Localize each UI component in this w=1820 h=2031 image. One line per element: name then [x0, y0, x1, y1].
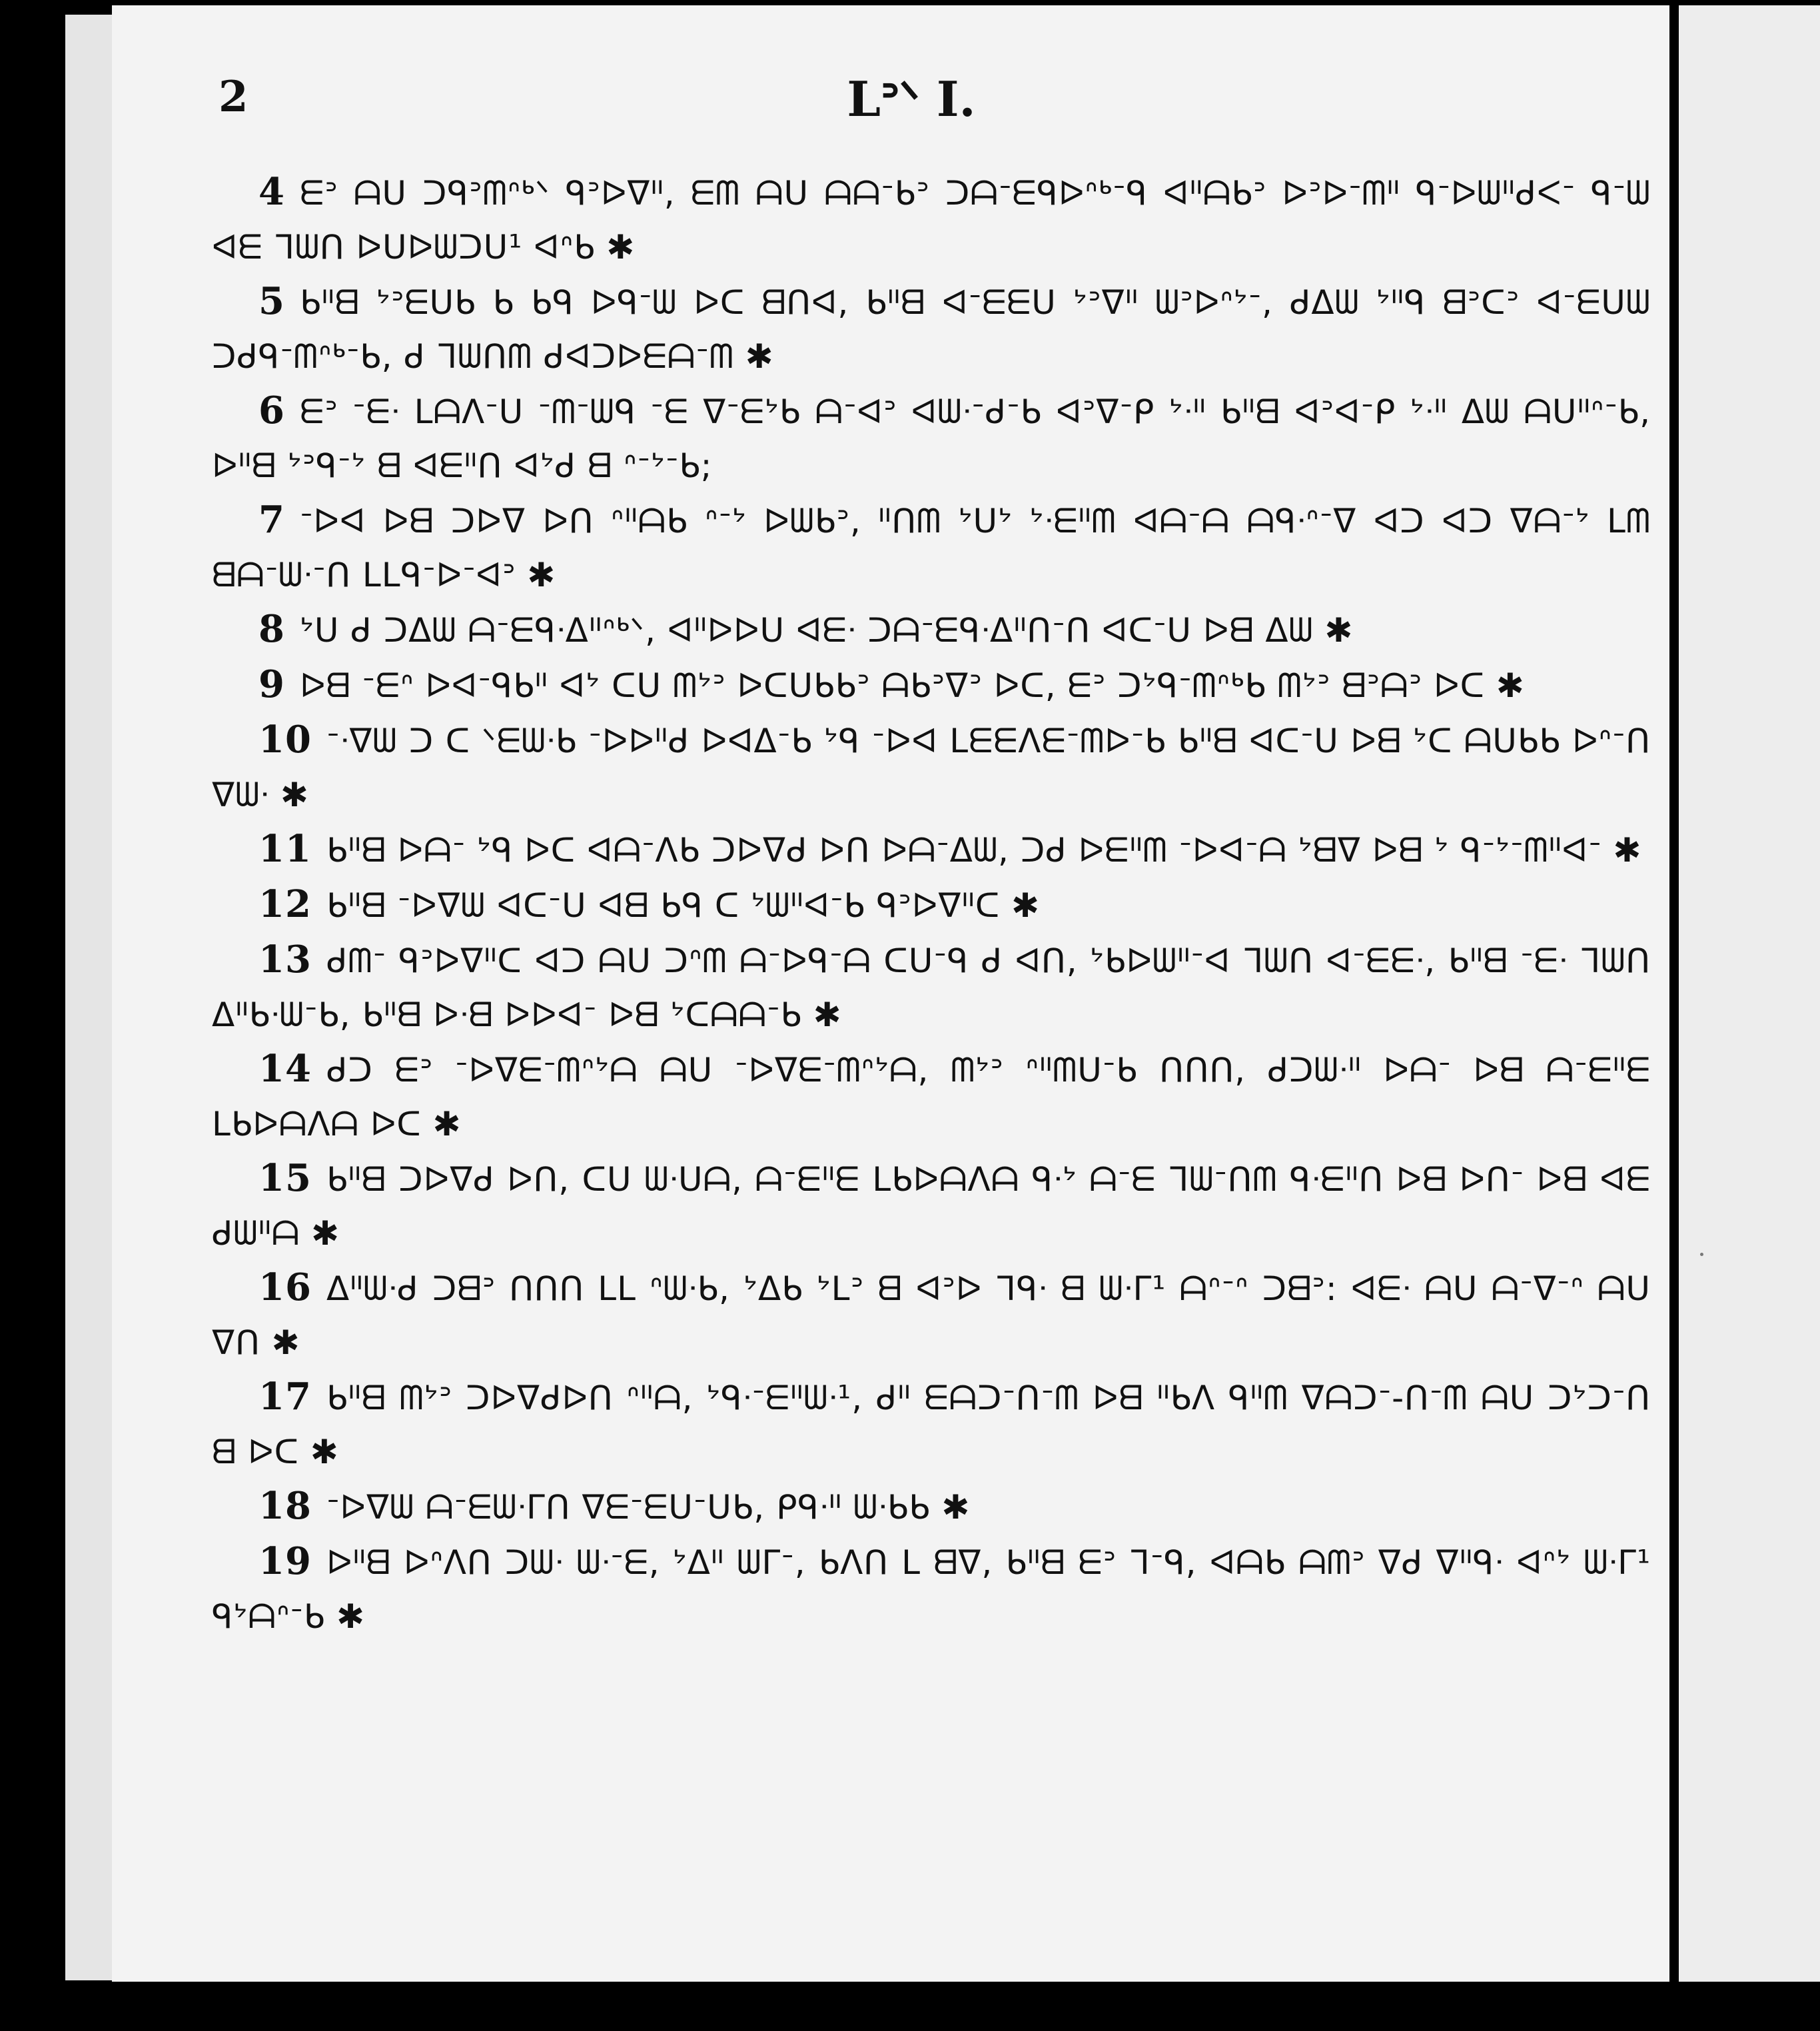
verse-number: 10	[258, 718, 312, 762]
verse-text: ᑲᐦᗺ ᐅᗩᐨ ᔾᑫ ᐅᑕ ᐊᗩᐨᐱᑲ ᑐᐅᐁᑯ ᐅᑎ ᐅᗩᐨᐃᗯ, ᑐᑯ ᐅᗴᐦᗰ ᐨᐅᐊᐨᗩ ᔾᗺᐁ ᐅᗺ ᔾ ᑫᐨᔾᐨᗰᐦᐊᐨ ✱	[326, 831, 1642, 870]
verse-text: ᐃᐦᗯᐧᑯ ᑐᗺᐣ ᑎᑎᑎ ᒪᒪ ᐢᗯᐧᑲ, ᔾᐃᑲ ᔾᒪᐣ ᗺ ᐊᐣᐅ ᒣᑫᐧ ᗺ ᗯᐧᒥ¹ ᗩᐢᐨᐢ ᑐᗺᐣ: ᐊᗴᐧ ᗩᑌ ᗩᐨᐁᐨᐢ ᗩᑌ ᐁᑎ ✱	[212, 1269, 1651, 1362]
verse-text: ᐨᐅᐁᗯ ᗩᐨᗴᗯᐧᒥᑎ ᐁᗴᐨᗴᑌᐨᑌᑲ, ᑭᑫᐧᐦ ᗯᐧᑲᑲ ✱	[326, 1488, 971, 1527]
verse-number: 8	[258, 607, 285, 651]
verse-number: 4	[258, 170, 285, 214]
verse-text: ᑲᐦᗺ ᑐᐅᐁᑯ ᐅᑎ, ᑕᑌ ᗯᐧᑌᗩ, ᗩᐨᗴᐦᗴ ᒪᑲᐅᗩᐱᗩ ᑫᐧᔾ ᗩᐨᗴ ᒣᗯᐨᑎᗰ ᑫᐧᗴᐦᑎ ᐅᗺ ᐅᑎᐨ ᐅᗺ ᐊᗴ ᑯᗯᐦᗩ ✱	[212, 1160, 1651, 1253]
verse	[212, 658, 1651, 713]
verse-number: 6	[258, 388, 285, 432]
verse	[212, 1261, 1651, 1370]
page-number: 2	[219, 72, 248, 122]
verse-number: 9	[258, 662, 285, 706]
verse-text: ᐨᐅᐊ ᐅᗺ ᑐᐅᐁ ᐅᑎ ᐢᐦᗩᑲ ᐢᐨᔾ ᐅᗯᑲᐣ, ᐦᑎᗰ ᔾᑌᔾ ᔾᐧᗴᐦᗰ ᐊᗩᐨᗩ ᗩᑫᐧᐢᐨᐁ ᐊᑐ ᐊᑐ ᐁᗩᐨᔾ ᒪᗰ ᗺᗩᐨᗯᐧᐨᑎ ᒪᒪᑫᐨᐅᐨᐊᐣ ✱	[212, 502, 1651, 594]
verse-number: 19	[258, 1539, 312, 1583]
verse	[212, 1370, 1651, 1479]
verse-number: 15	[258, 1156, 312, 1200]
verse-number: 11	[258, 827, 312, 871]
verse-text: ᑯᑐ ᗴᐣ ᐨᐅᐁᗴᐨᗰᐢᔾᗩ ᗩᑌ ᐨᐅᐁᗴᐨᗰᐢᔾᗩ, ᗰᔾᐣ ᐢᐦᗰᑌᐨᑲ ᑎᑎᑎ, ᑯᑐᗯᐧᐦ ᐅᗩᐨ ᐅᗺ ᗩᐨᗴᐦᗴ ᒪᑲᐅᗩᐱᗩ ᐅᑕ ✱	[212, 1051, 1651, 1143]
verse	[212, 1042, 1651, 1151]
verse-text: ᔾᑌ ᑯ ᑐᐃᗯ ᗩᐨᗴᑫᐧᐃᐦᐢᒃᐠ, ᐊᐦᐅᐅᑌ ᐊᗴᐧ ᑐᗩᐨᗴᑫᐧᐃᐦᑎᐨᑎ ᐊᑕᐨᑌ ᐅᗺ ᐃᗯ ✱	[299, 611, 1354, 650]
verse-number: 17	[258, 1375, 312, 1419]
verse	[212, 165, 1651, 275]
verse-text: ᑯᗰᐨ ᑫᐣᐅᐁᐦᑕ ᐊᑐ ᗩᑌ ᑐᐢᗰ ᗩᐨᐅᑫᐨᗩ ᑕᑌᐨᑫ ᑯ ᐊᑎ, ᔾᑲᐅᗯᐦᐨᐊ ᒣᗯᑎ ᐊᐨᗴᗴᐧ, ᑲᐦᗺ ᐨᗴᐧ ᒣᗯᑎ ᐃᐦᑲᐧᗯᐨᑲ, ᑲᐦᗺ ᐅᐧᗺ ᐅᐅᐊᐨ ᐅᗺ ᔾᑕᗩᗩᐨᑲ ✱	[212, 942, 1651, 1034]
verse-number: 18	[258, 1484, 312, 1528]
verse-text: ᗴᐣ ᐨᗴᐧ ᒪᗩᐱᐨᑌ ᐨᗰᐨᗯᑫ ᐨᗴ ᐁᐨᗴᔾᑲ ᗩᐨᐊᐣ ᐊᗯᐧᐨᑯᐨᑲ ᐊᐣᐁᐨᑭ ᔾᐧᐦ ᑲᐦᗺ ᐊᐣᐊᐨᑭ ᔾᐧᐦ ᐃᗯ ᗩᑌᐦᐢᐨᑲ, ᐅᐦᗺ ᔾᐣᑫᐨᔾ ᗺ ᐊᗴᐦᑎ ᐊᔾᑯ ᗺ ᐢᐨᔾᐨᑲ;	[212, 392, 1651, 485]
verse-text: ᑲᐦᗺ ᔾᐣᗴᑌᑲ ᑲ ᑲᑫ ᐅᑫᐨᗯ ᐅᑕ ᗺᑎᐊ, ᑲᐦᗺ ᐊᐨᗴᗴᑌ ᔾᐣᐁᐦ ᗯᐣᐅᐢᔾᐨ, ᑯᐃᗯ ᔾᐦᑫ ᗺᐣᑕᐣ ᐊᐨᗴᑌᗯ ᑐᑯᑫᐨᗰᐢᒃᐨᑲ, ᑯ ᒣᗯᑎᗰ ᑯᐊᑐᐅᗴᗩᐨᗰ ✱	[212, 283, 1651, 376]
verse-number: 12	[258, 882, 312, 926]
verse-text: ᑲᐦᗺ ᐨᐅᐁᗯ ᐊᑕᐨᑌ ᐊᗺ ᑲᑫ ᑕ ᔾᗯᐦᐊᐨᑲ ᑫᐣᐅᐁᐦᑕ ✱	[326, 886, 1040, 925]
verse	[212, 275, 1651, 384]
verse	[212, 713, 1651, 822]
verse	[212, 1479, 1651, 1535]
verse	[212, 384, 1651, 493]
verse	[212, 933, 1651, 1042]
verse-list	[212, 165, 1651, 1644]
verse	[212, 822, 1651, 878]
book-page	[112, 5, 1669, 1982]
verse-text: ᑲᐦᗺ ᗰᔾᐣ ᑐᐅᐁᑯᐅᑎ ᐢᐦᗩ, ᔾᑫᐧᐨᗴᐦᗯᐧ¹, ᑯᐦ ᗴᗩᑐᐨᑎᐨᗰ ᐅᗺ ᐦᑲᐱ ᑫᐦᗰ ᐁᗩᑐᐨ-ᑎᐨᗰ ᗩᑌ ᑐᔾᑐᐨᑎ ᗺ ᐅᑕ ✱	[212, 1379, 1651, 1471]
paper-speck	[1700, 1253, 1703, 1256]
left-page-edge	[65, 15, 119, 1980]
verse	[212, 878, 1651, 933]
right-page-edge	[1679, 5, 1820, 1982]
verse	[212, 1151, 1651, 1261]
chapter-title: Lᐣᐠ I.	[847, 71, 976, 127]
verse	[212, 602, 1651, 658]
verse-text: ᐅᐦᗺ ᐅᐢᐱᑎ ᑐᗯᐧ ᗯᐧᐨᗴ, ᔾᐃᐦ ᗯᒥᐨ, ᑲᐱᑎ ᒪ ᗺᐁ, ᑲᐦᗺ ᗴᐣ ᒣᐨᑫ, ᐊᗩᑲ ᗩᗰᐣ ᐁᑯ ᐁᐦᑫᐧ ᐊᐢᔾ ᗯᐧᒥ¹ ᑫᔾᗩᐢᐨᑲ ✱	[212, 1543, 1651, 1636]
verse-number: 5	[258, 279, 285, 323]
verse-number: 14	[258, 1047, 312, 1091]
verse	[212, 1535, 1651, 1644]
verse-number: 16	[258, 1265, 312, 1309]
verse-number: 13	[258, 938, 312, 982]
verse-text: ᗴᐣ ᗩᑌ ᑐᑫᐣᗰᐢᒃᐠ ᑫᐣᐅᐁᐦ, ᗴᗰ ᗩᑌ ᗩᗩᐨᑲᐣ ᑐᗩᐨᗴᑫᐅᐢᒃᐨᑫ ᐊᐦᗩᑲᐣ ᐅᐣᐅᐨᗰᐦ ᑫᐨᐅᗯᐦᑯᐸᐨ ᑫᐨᗯ ᐊᗴ ᒣᗯᑎ ᐅᑌᐅᗯᑐᑌ¹ ᐊᐢᑲ ✱	[212, 174, 1651, 267]
verse-text: ᐨᐧᐁᗯ ᑐ ᑕ ᐠᗴᗯᐧᑲ ᐨᐅᐅᐦᑯ ᐅᐊᐃᐨᑲ ᔾᑫ ᐨᐅᐊ ᒪᗴᗴᐱᗴᐨᗰᐅᐨᑲ ᑲᐦᗺ ᐊᑕᐨᑌ ᐅᗺ ᔾᑕ ᗩᑌᑲᑲ ᐅᐢᐨᑎ ᐁᗯᐧ ✱	[212, 722, 1651, 814]
verse-text: ᐅᗺ ᐨᗴᐢ ᐅᐊᐨᑫᑲᐦ ᐊᔾ ᑕᑌ ᗰᔾᐣ ᐅᑕᑌᑲᑲᐣ ᗩᑲᐣᐁᐣ ᐅᑕ, ᗴᐣ ᑐᔾᑫᐨᗰᐢᒃᑲ ᗰᔾᐣ ᗺᐣᗩᐣ ᐅᑕ ✱	[299, 666, 1525, 705]
verse	[212, 493, 1651, 602]
verse-number: 7	[258, 498, 285, 542]
